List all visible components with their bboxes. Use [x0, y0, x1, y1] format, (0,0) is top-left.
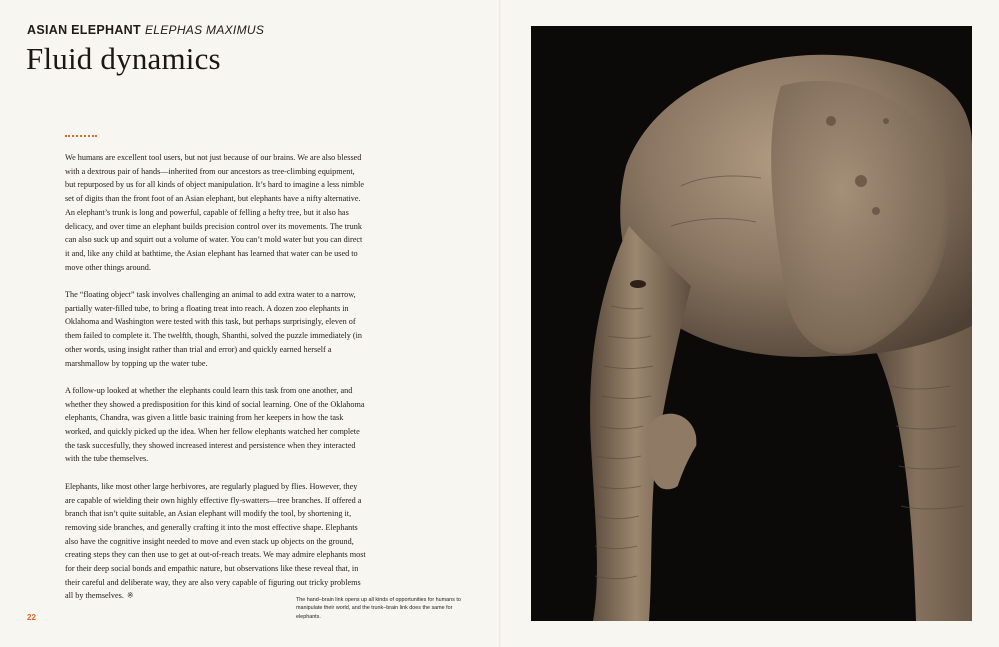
- species-latin-name: ELEPHAS MAXIMUS: [144, 23, 265, 37]
- species-header: [27, 22, 264, 38]
- elephant-photo: [531, 26, 972, 621]
- body-paragraph: We humans are excellent tool users, but not just because of our brains. We are also blessed with a dextrous pair of hands—inherited from our ancestors as tree-climbing equipment, but repurposed by us for all kinds of object manipulation. It’s hard to imagine a less nimble set of digits than the front foot of an Asian elephant, but elephants have a nifty alternative. An elephant’s trunk is long and powerful, capable of felling a hefty tree, but it also has delicacy, and over time an elephant builds precision control over its movements. The trunk can also suck up and squirt out a volume of water. You can’t mold water but you can direct it and, like any child at bathtime, the Asian elephant has learned that water can be used to move other things around.: [65, 153, 365, 272]
- elephant-illustration: [531, 26, 972, 621]
- end-mark-icon: ※: [126, 591, 134, 601]
- elephant-eye: [630, 280, 646, 288]
- species-common-name: ASIAN ELEPHANT: [27, 23, 141, 37]
- page-title: Fluid dynamics: [26, 41, 221, 76]
- photo-caption: The hand–brain link opens up all kinds of opportunities for humans to manipulate their world, and the trunk–brain link does the same for elephants.: [296, 597, 461, 620]
- body-paragraph: The “floating object” task involves challenging an animal to add extra water to a narrow, partially water-filled tube, to bring a floating treat into reach. A dozen zoo elephants in Oklahoma and Washington were tested with this task, but perhaps surprisingly, eleven of them failed to complete it. The twelfth, though, Shanthi, solved the puzzle immediately (in other words, using insight rather than trial and error) and quickly earned herself a marshmallow by topping up the water tube.: [65, 290, 363, 368]
- body-paragraph-text: Elephants, like most other large herbivores, are regularly plagued by flies. However, they are capable of wielding their own highly effective fly-swatters—tree branches. If offered a branch that isn’t quite suitable, an Asian elephant will modify the tool, by shortening it, removing side branches, and generally crafting it into the most effective shape. Elephants also have the cognitive insight needed to move and even stack up objects on the ground, creating steps they can then use to get at out-of-reach treats. We may admire elephants most for their deep social bonds and empathic nature, but observations like these reveal that, in their careful and deliberate way, they are also very capable of figuring out tricky problems all by themselves.: [65, 481, 366, 601]
- accent-rule: [65, 135, 97, 137]
- body-paragraph-last: [65, 480, 367, 603]
- body-text: [65, 151, 367, 617]
- page-number: 22: [27, 613, 36, 622]
- body-paragraph: A follow-up looked at whether the elephants could learn this task from one another, and whether they showed a predisposition for this kind of social learning. One of the Oklahoma elephants, Chandra, was given a little basic training from her keepers in how the task worked, and quickly picked up the idea. When her fellow elephants watched her complete the task succesfully, they showed increased interest and persistence when they interacted with the tube themselves.: [65, 385, 365, 464]
